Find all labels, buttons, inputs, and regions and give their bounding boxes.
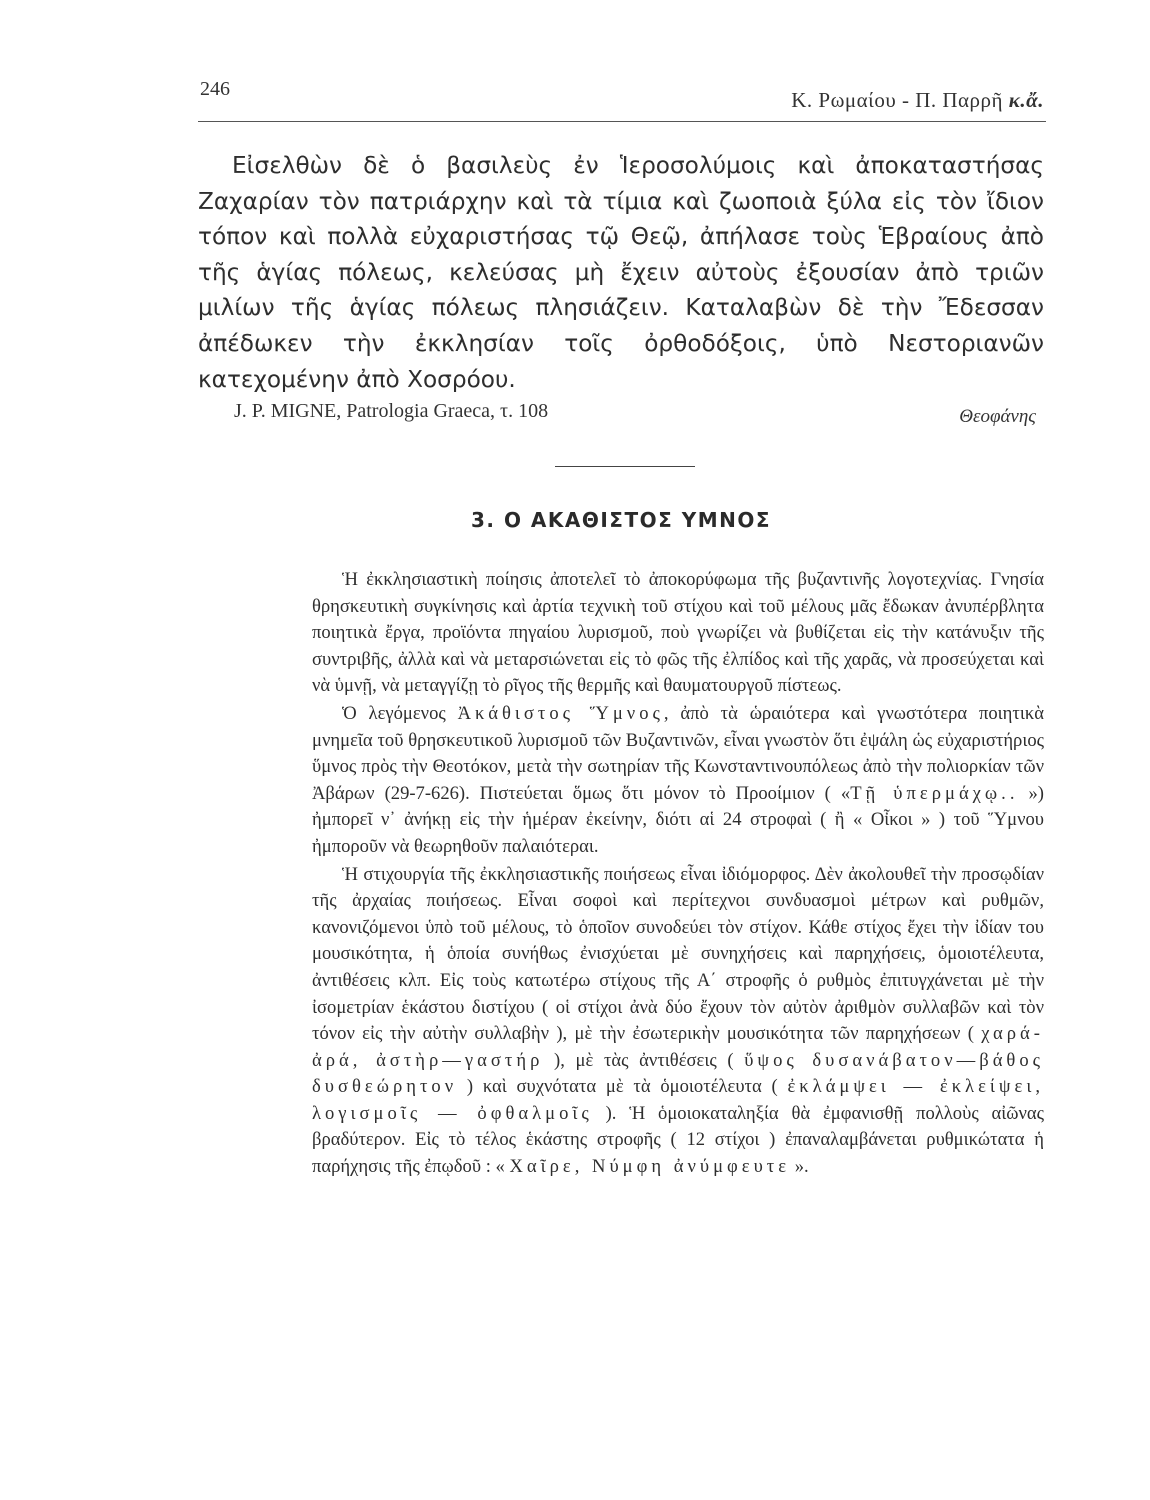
page-number: 246 — [200, 78, 230, 100]
quoted-passage-text: Εἰσελθὼν δὲ ὁ βασιλεὺς ἐν Ἱεροσολύμοις καὶ ἀποκαταστήσας Ζαχαρίαν τὸν πατριάρχην καὶ τὰ τίμια καὶ ζωοποιὰ ξύλα εἰς τὸν ἴδιον τόπον καὶ πολλὰ εὐχαριστήσας τῷ Θεῷ, ἀπήλασε τοὺς Ἑβραίους ἀπὸ τῆς ἁγίας πόλεως, κελεύσας μὴ ἔχειν αὐτοὺς ἐξουσίαν ἀπὸ τριῶν μιλίων τῆς ἁγίας πόλεως πλησιάζειν. Καταλαβὼν δὲ τὴν Ἔδεσσαν ἀπέδωκεν τὴν ἐκκλησίαν τοῖς ὀρθοδόξοις, ὑπὸ Νεστοριανῶν κατεχομένην ἀπὸ Χοσρόου. — [198, 152, 1044, 393]
citation-source: J. P. MIGNE, Patrologia Graeca, τ. 108 — [234, 400, 549, 422]
refrain-spaced: Χαῖρε, Νύμφη ἀνύμφευτε — [509, 1156, 791, 1178]
prooimion-incipit-spaced: Τῇ ὑπερμάχῳ.. — [850, 782, 1019, 804]
paragraph-2 — [312, 701, 1044, 861]
paragraph-3-part-i: ». — [790, 1156, 809, 1178]
section-separator — [555, 466, 695, 467]
paragraph-3-part-c: ), μὲ τὰς ἀντιθέσεις ( — [543, 1049, 745, 1071]
paragraph-2-part-a: Ὁ λεγόμενος — [342, 702, 458, 724]
hymn-title-spaced: Ἀκάθιστος Ὕμνος — [457, 702, 664, 724]
header-rule — [198, 121, 1046, 122]
paragraph-2-part-c: , ἀπὸ τὰ ὡραιότερα καὶ γνωστότερα ποιητικὰ μνημεῖα τοῦ θρησκευτικοῦ λυρισμοῦ τῶν Βυζαντινῶν, εἶναι γνωστὸν ὅτι ἐψάλη ὡς εὐχαριστήριος ὕμνος πρὸς τὴν Θεοτόκον, μετὰ τὴν σωτηρίαν τῆς Κωνσταντινουπόλεως ἀπὸ τὴν πολιορκίαν τῶν Ἀβάρων (29-7-626). Πιστεύεται ὅμως ὅτι μόνον τὸ Προοίμιον ( « — [312, 702, 1044, 804]
paragraph-3-part-a: Ἡ στιχουργία τῆς ἐκκλησιαστικῆς ποιήσεως εἶναι ἰδιόμορφος. Δὲν ἀκολουθεῖ τὴν προσῳδίαν τῆς ἀρχαίας ποιήσεως. Εἶναι σοφοὶ καὶ περίτεχνοι συνδυασμοὶ μέτρων καὶ ρυθμῶν, κανονιζόμενοι ὑπὸ τοῦ μέλους, τὸ ὁποῖον συνοδεύει τὸν στίχον. Κάθε στίχος ἔχει τὴν ἰδίαν του μουσικότητα, ἡ ὁποία συνήθως ἐνισχύεται μὲ συνηχήσεις καὶ παρηχήσεις, ὁμοιοτέλευτα, ἀντιθέσεις κλπ. Εἰς τοὺς κατωτέρω στίχους τῆς Α΄ στροφῆς ὁ ρυθμὸς ἐπιτυγχάνεται μὲ τὴν ἰσομετρίαν ἑκάστου διστίχου ( οἱ στίχοι ἀνὰ δύο ἔχουν τὸν αὐτὸν ἀριθμὸν συλλαβῶν καὶ τὸν τόνον εἰς τὴν αὐτὴν συλλαβὴν ), μὲ τὴν ἐσωτερικὴν μουσικότητα τῶν παρηχήσεων ( — [312, 863, 1044, 1045]
citation — [234, 398, 1044, 428]
antithesis-example-spaced: ὕψος δυσανάβατον—βάθος δυσθεώρητον — [312, 1049, 1044, 1098]
running-head-authors: Κ. Ρωμαίου - Π. Παρρῆ — [791, 88, 1003, 112]
citation-author: Θεοφάνης — [959, 406, 1036, 427]
paragraph-3-part-g: ). Ἡ ὁμοιοκαταληξία θὰ ἐμφανισθῇ πολλοὺς αἰῶνας βραδύτερον. Εἰς τὸ τέλος ἑκάστης στροφῆς ( 12 στίχοι ) ἐπαναλαμβάνεται ρυθμικώτατα ἡ παρήχησις τῆς ἐπῳδοῦ : « — [312, 1102, 1044, 1178]
running-head — [791, 88, 1044, 113]
homoioteleuton-example-spaced: ἐκλάμψει — ἐκλείψει, λογισμοῖς — ὀφθαλμοῖς — [312, 1076, 1044, 1124]
running-head-abbr: κ.ἄ. — [1008, 88, 1044, 112]
body-text — [312, 567, 1044, 1181]
section-title: 3. Ο ΑΚΑΘΙΣΤΟΣ ΥΜΝΟΣ — [470, 508, 772, 532]
paragraph-3-part-e: ) καὶ συχνότατα μὲ τὰ ὁμοιοτέλευτα ( — [457, 1076, 788, 1098]
paragraph-1: Ἡ ἐκκλησιαστικὴ ποίησις ἀποτελεῖ τὸ ἀποκορύφωμα τῆς βυζαντινῆς λογοτεχνίας. Γνησία θρησκευτικὴ συγκίνησις καὶ ἀρτία τεχνικὴ τοῦ στίχου καὶ τοῦ μέλους μᾶς ἔδωκαν ἀνυπέρβλητα ποιητικὰ ἔργα, προϊόντα πηγαίου λυρισμοῦ, ποὺ γνωρίζει νὰ βυθίζεται εἰς τὴν κατάνυξιν τῆς συντριβῆς, ἀλλὰ καὶ νὰ μεταρσιώνεται εἰς τὸ φῶς τῆς ἐλπίδος καὶ τῆς χαρᾶς, νὰ προσεύχεται καὶ νὰ ὑμνῇ, νὰ μεταγγίζῃ τὸ ρῖγος τῆς θερμῆς καὶ θαυματουργοῦ πίστεως. — [312, 569, 1044, 697]
quoted-passage — [198, 148, 1044, 397]
paragraph-3 — [312, 862, 1044, 1181]
page-header — [198, 78, 1044, 118]
paronomasia-example-spaced: χαρά-ἀρά, ἀστὴρ—γαστήρ — [312, 1023, 1044, 1071]
paragraph-2-part-e: ») ἠμπορεῖ ν᾽ ἀνήκῃ εἰς τὴν ἡμέραν ἐκείνην, διότι αἱ 24 στροφαὶ ( ἢ « Οἶκοι » ) τοῦ Ὕμνου ἠμποροῦν νὰ θεωρηθοῦν παλαιότεραι. — [312, 782, 1044, 857]
